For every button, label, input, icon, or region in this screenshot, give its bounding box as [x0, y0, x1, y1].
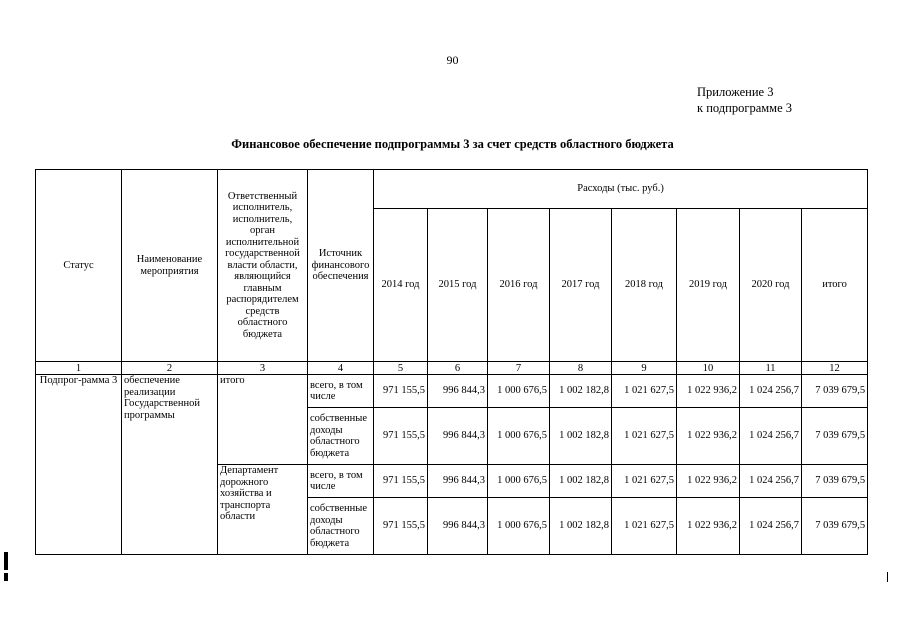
header-year: 2016 год	[488, 209, 550, 362]
value-cell: 1 024 256,7	[740, 465, 802, 498]
header-year: 2015 год	[428, 209, 488, 362]
source-cell: собственные доходы областного бюджета	[308, 498, 374, 555]
value-cell: 7 039 679,5	[802, 408, 868, 465]
header-executor: Ответственный исполнитель, исполнитель, орган исполнительной государственной власти области, являющийся главным распорядителем средств областного бюджета	[218, 170, 308, 362]
column-number: 7	[488, 362, 550, 375]
executor-cell: Департамент дорожного хозяйства и транспорта области	[218, 465, 308, 555]
column-number: 2	[122, 362, 218, 375]
header-total: итого	[802, 209, 868, 362]
source-cell: всего, в том числе	[308, 375, 374, 408]
value-cell: 996 844,3	[428, 375, 488, 408]
value-cell: 1 022 936,2	[677, 498, 740, 555]
value-cell: 971 155,5	[374, 375, 428, 408]
column-number-row	[36, 362, 868, 375]
value-cell: 1 002 182,8	[550, 375, 612, 408]
header-year: 2017 год	[550, 209, 612, 362]
appendix-line-2: к подпрограмме 3	[697, 101, 792, 115]
value-cell: 1 000 676,5	[488, 408, 550, 465]
column-number: 12	[802, 362, 868, 375]
event-cell: обеспечение реализации Государственной программы	[122, 375, 218, 555]
table-row	[36, 375, 868, 408]
value-cell: 1 002 182,8	[550, 498, 612, 555]
value-cell: 1 024 256,7	[740, 408, 802, 465]
financing-table	[35, 169, 868, 555]
column-number: 10	[677, 362, 740, 375]
value-cell: 1 021 627,5	[612, 465, 677, 498]
value-cell: 1 000 676,5	[488, 498, 550, 555]
value-cell: 1 021 627,5	[612, 375, 677, 408]
header-event-name: Наименование мероприятия	[122, 170, 218, 362]
column-number: 9	[612, 362, 677, 375]
value-cell: 996 844,3	[428, 498, 488, 555]
header-year: 2014 год	[374, 209, 428, 362]
value-cell: 1 002 182,8	[550, 465, 612, 498]
header-row-top	[36, 170, 868, 209]
value-cell: 1 000 676,5	[488, 465, 550, 498]
status-cell: Подпрог-рамма 3	[36, 375, 122, 555]
value-cell: 996 844,3	[428, 408, 488, 465]
source-cell: собственные доходы областного бюджета	[308, 408, 374, 465]
value-cell: 7 039 679,5	[802, 465, 868, 498]
value-cell: 971 155,5	[374, 498, 428, 555]
column-number: 1	[36, 362, 122, 375]
value-cell: 971 155,5	[374, 465, 428, 498]
value-cell: 1 021 627,5	[612, 408, 677, 465]
value-cell: 1 000 676,5	[488, 375, 550, 408]
column-number: 11	[740, 362, 802, 375]
header-year: 2018 год	[612, 209, 677, 362]
value-cell: 1 022 936,2	[677, 408, 740, 465]
appendix-line-1: Приложение 3	[697, 85, 774, 99]
value-cell: 1 022 936,2	[677, 375, 740, 408]
value-cell: 971 155,5	[374, 408, 428, 465]
value-cell: 1 002 182,8	[550, 408, 612, 465]
column-number: 8	[550, 362, 612, 375]
column-number: 3	[218, 362, 308, 375]
scan-edge-mark	[4, 573, 8, 581]
value-cell: 996 844,3	[428, 465, 488, 498]
value-cell: 1 022 936,2	[677, 465, 740, 498]
document-title: Финансовое обеспечение подпрограммы 3 за счет средств областного бюджета	[231, 137, 674, 151]
value-cell: 1 024 256,7	[740, 498, 802, 555]
value-cell: 7 039 679,5	[802, 375, 868, 408]
header-year: 2020 год	[740, 209, 802, 362]
header-year: 2019 год	[677, 209, 740, 362]
header-expenses: Расходы (тыс. руб.)	[374, 170, 868, 209]
header-status: Статус	[36, 170, 122, 362]
header-source: Источник финансового обеспечения	[308, 170, 374, 362]
value-cell: 1 024 256,7	[740, 375, 802, 408]
column-number: 4	[308, 362, 374, 375]
scan-edge-mark	[4, 552, 8, 570]
value-cell: 7 039 679,5	[802, 498, 868, 555]
page-number: 90	[446, 53, 459, 67]
column-number: 5	[374, 362, 428, 375]
column-number: 6	[428, 362, 488, 375]
scan-edge-mark	[887, 572, 888, 582]
appendix-note	[697, 84, 792, 116]
executor-cell: итого	[218, 375, 308, 465]
source-cell: всего, в том числе	[308, 465, 374, 498]
value-cell: 1 021 627,5	[612, 498, 677, 555]
